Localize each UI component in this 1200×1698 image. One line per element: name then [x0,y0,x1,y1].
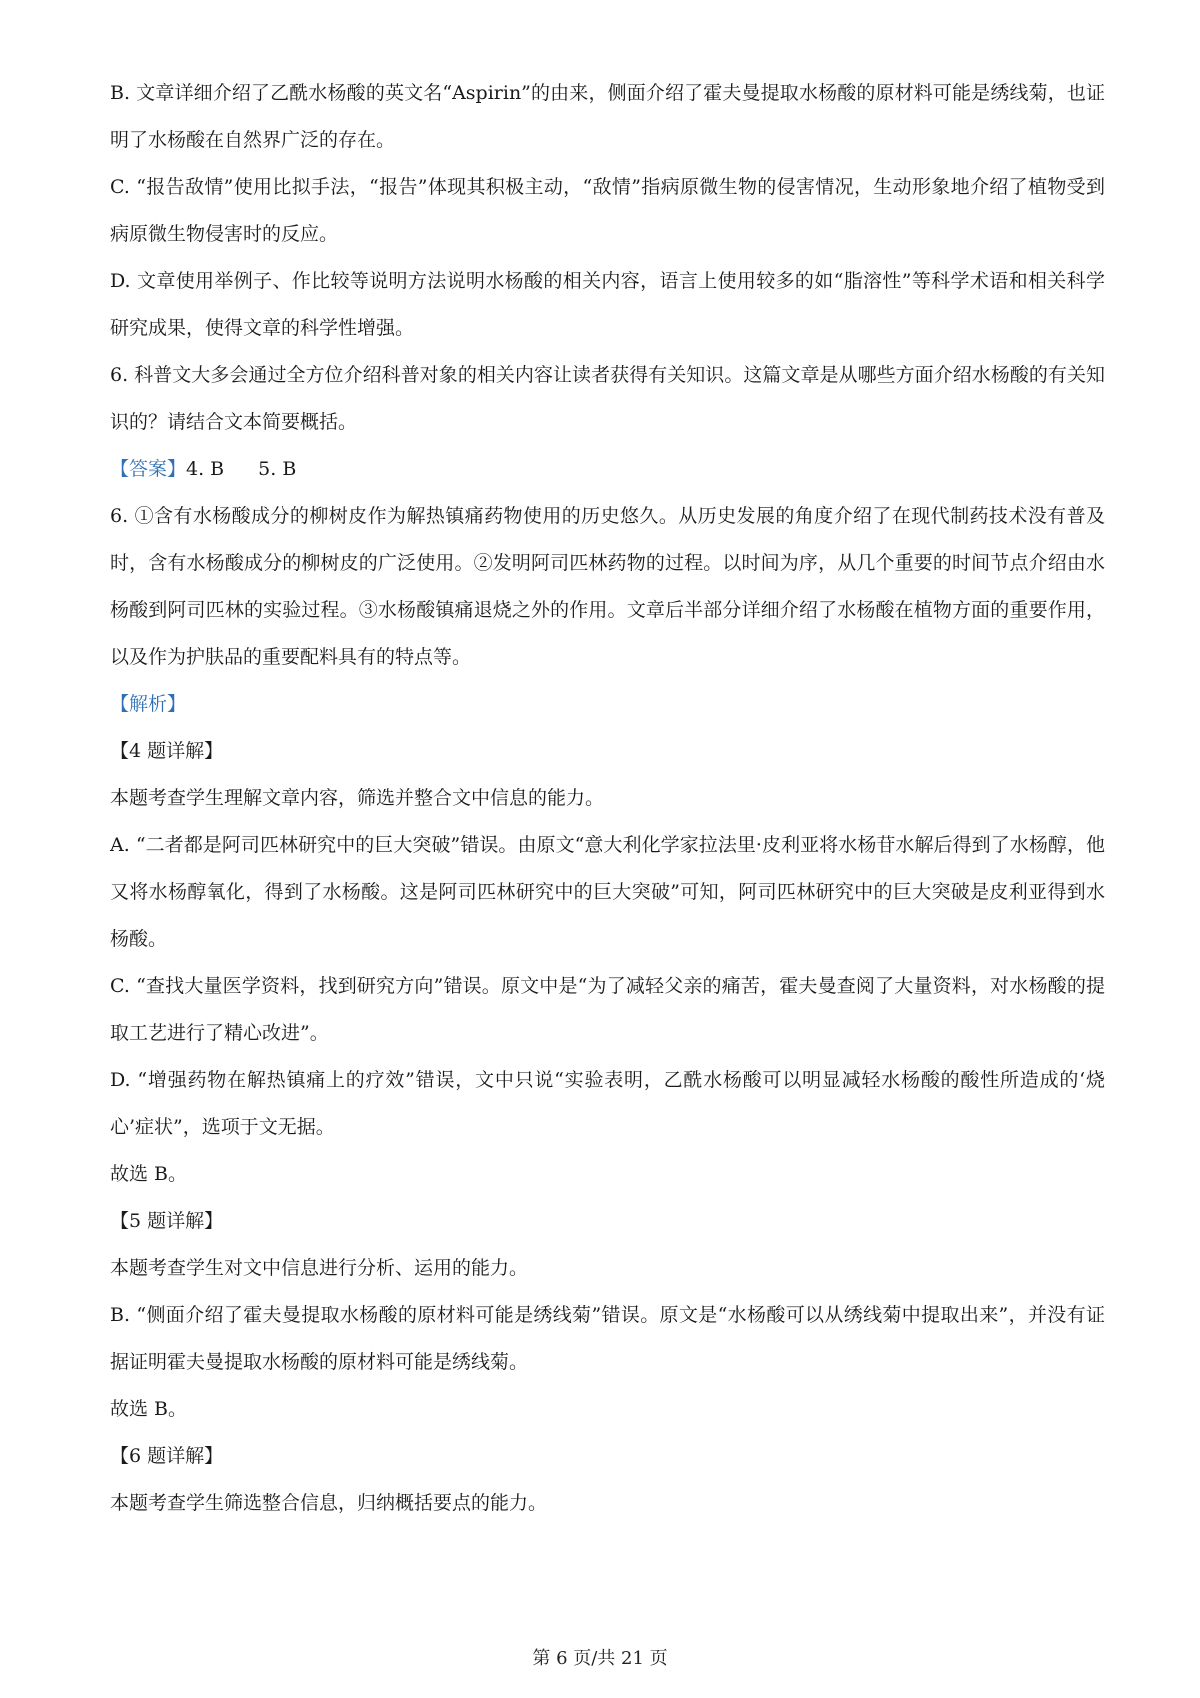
q4-intro: 本题考查学生理解文章内容，筛选并整合文中信息的能力。 [110,787,605,809]
q5-option-b: B. “侧面介绍了霍夫曼提取水杨酸的原材料可能是绣线菊”错误。原文是“水杨酸可以从绣线菊中提取出来”，并没有证据证明霍夫曼提取水杨酸的原材料可能是绣线菊。 [110,1304,1105,1373]
analysis-tag: 【解析】 [110,693,187,715]
option-5d: D. 文章使用举例子、作比较等说明方法说明水杨酸的相关内容，语言上使用较多的如“脂溶性”等科学术语和相关科学研究成果，使得文章的科学性增强。 [110,270,1105,339]
option-5b: B. 文章详细介绍了乙酰水杨酸的英文名“Aspirin”的由来，侧面介绍了霍夫曼提取水杨酸的原材料可能是绣线菊，也证明了水杨酸在自然界广泛的存在。 [110,82,1105,151]
q6-intro: 本题考查学生筛选整合信息，归纳概括要点的能力。 [110,1492,548,1514]
q4-heading: 【4 题详解】 [110,740,224,762]
option-5c: C. “报告敌情”使用比拟手法，“报告”体现其积极主动，“敌情”指病原微生物的侵害情况，生动形象地介绍了植物受到病原微生物侵害时的反应。 [110,176,1105,245]
answer-q5: 5. B [258,458,297,480]
document-body [110,70,1105,1527]
answer-6: 6. ①含有水杨酸成分的柳树皮作为解热镇痛药物使用的历史悠久。从历史发展的角度介绍了在现代制药技术没有普及时，含有水杨酸成分的柳树皮的广泛使用。②发明阿司匹林药物的过程。以时间为序，从几个重要的时间节点介绍由水杨酸到阿司匹林的实验过程。③水杨酸镇痛退烧之外的作用。文章后半部分详细介绍了水杨酸在植物方面的重要作用，以及作为护肤品的重要配料具有的特点等。 [110,505,1105,668]
answer-q4: 4. B [186,458,225,480]
q5-heading: 【5 题详解】 [110,1210,224,1232]
q4-option-d: D. “增强药物在解热镇痛上的疗效”错误，文中只说“实验表明，乙酰水杨酸可以明显减轻水杨酸的酸性所造成的‘烧心’症状”，选项于文无据。 [110,1069,1105,1138]
q4-conclusion: 故选 B。 [110,1163,188,1185]
q4-option-a: A. “二者都是阿司匹林研究中的巨大突破”错误。由原文“意大利化学家拉法里·皮利亚将水杨苷水解后得到了水杨醇，他又将水杨醇氧化，得到了水杨酸。这是阿司匹林研究中的巨大突破”可知，阿司匹林研究中的巨大突破是皮利亚得到水杨酸。 [110,834,1105,950]
answer-line [110,446,1105,493]
answer-tag: 【答案】 [110,458,187,480]
page-number: 第 6 页/共 21 页 [532,1648,668,1669]
question-6: 6. 科普文大多会通过全方位介绍科普对象的相关内容让读者获得有关知识。这篇文章是从哪些方面介绍水杨酸的有关知识的？请结合文本简要概括。 [110,364,1105,433]
q4-option-c: C. “查找大量医学资料，找到研究方向”错误。原文中是“为了减轻父亲的痛苦，霍夫曼查阅了大量资料，对水杨酸的提取工艺进行了精心改进”。 [110,975,1105,1044]
q5-intro: 本题考查学生对文中信息进行分析、运用的能力。 [110,1257,529,1279]
q6-heading: 【6 题详解】 [110,1445,224,1467]
q5-conclusion: 故选 B。 [110,1398,188,1420]
